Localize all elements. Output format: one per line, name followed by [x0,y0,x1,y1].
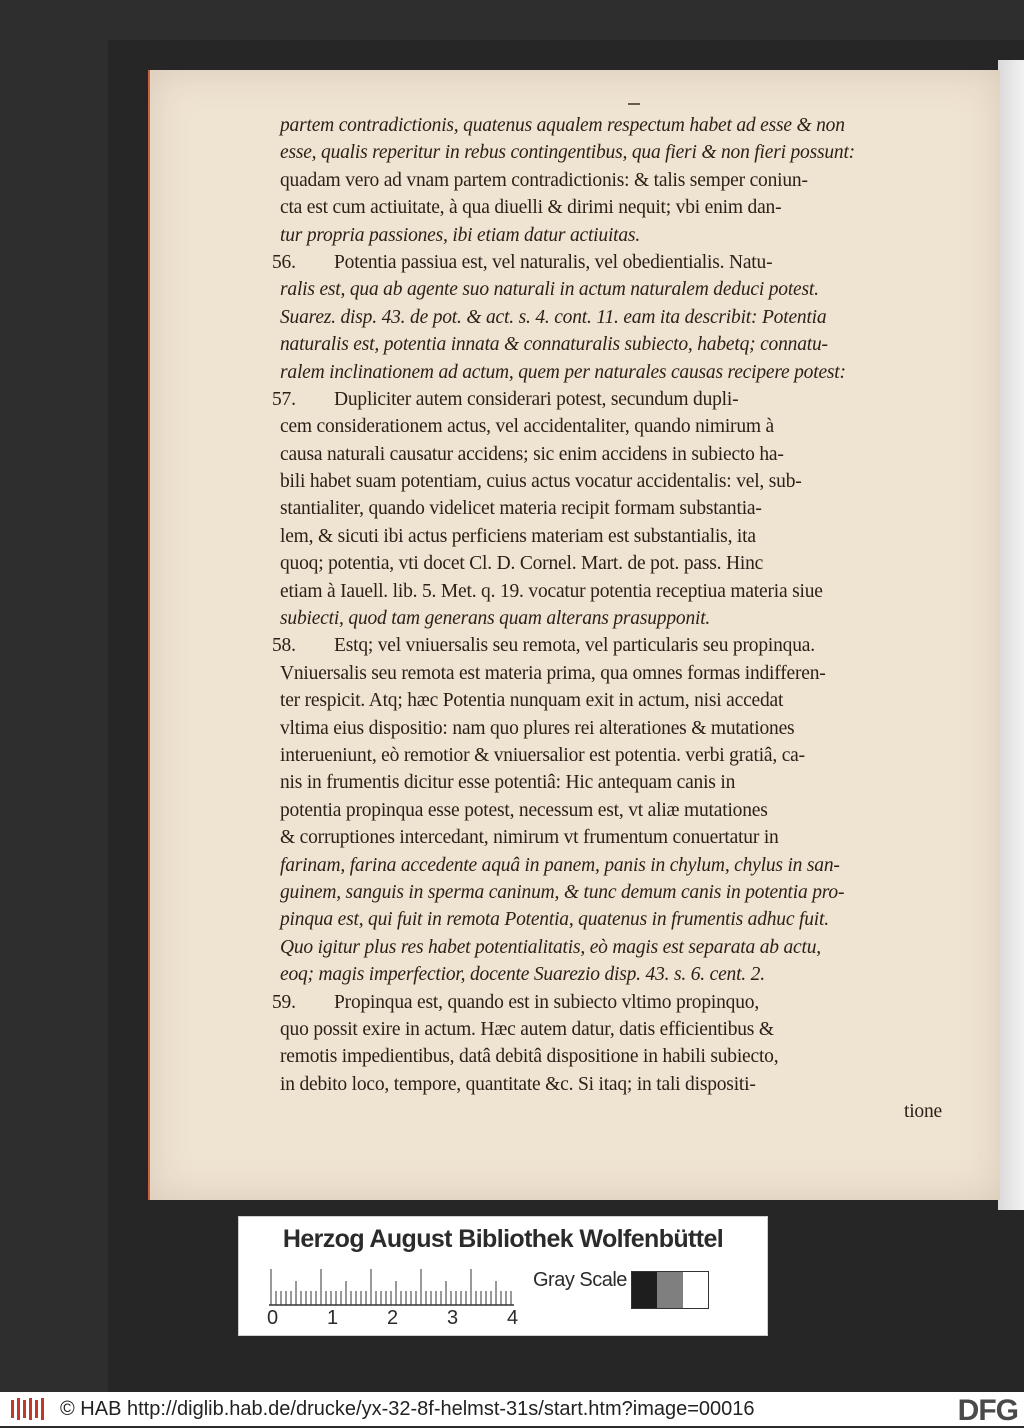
line-text: vltima eius dispositio: nam quo plures rei alterationes & mutationes [280,717,795,739]
text-line [280,1098,942,1125]
text-line [280,468,942,495]
line-text: Estq; vel vniuersalis seu remota, vel particularis seu propinqua. [334,635,815,657]
text-line [280,660,942,687]
text-line [272,249,942,276]
text-line [280,550,942,577]
ruler-number: 1 [327,1307,339,1329]
text-line [280,879,942,906]
text-line [280,687,942,714]
line-text: nis in frumentis dicitur esse potentiâ: Hic antequam canis in [280,772,736,794]
line-text: in debito loco, tempore, quantitate &c. Si itaq; in tali dispositi- [280,1073,756,1095]
text-line [280,331,942,358]
line-text: etiam à Iauell. lib. 5. Met. q. 19. vocatur potentia receptiua materia siue [280,580,823,602]
text-line [280,605,942,632]
line-text: Quo igitur plus res habet potentialitatis, eò magis est separata ab actu, [280,936,821,958]
text-line [280,112,942,139]
text-line [280,194,942,221]
text-line [280,167,942,194]
text-line [280,934,942,961]
line-text: partem contradictionis, quatenus aqualem respectum habet ad esse & non [280,115,845,136]
hab-logo-icon [10,1396,46,1422]
page-mark [628,103,640,105]
text-line [280,769,942,796]
text-line [280,824,942,851]
text-line [280,304,942,331]
text-line [280,222,942,249]
line-text: subiecti, quod tam generans quam alterans prasupponit. [280,608,711,630]
page-text [272,112,942,1125]
text-line [280,413,942,440]
text-line [280,1043,942,1070]
line-text: guinem, sanguis in sperma caninum, & tunc demum canis in potentia pro- [280,881,845,903]
line-text: Suarez. disp. 43. de pot. & act. s. 4. cont. 11. eam ita describit: Potentia [280,306,827,328]
paragraph-number: 58. [272,635,296,657]
ruler-number: 4 [507,1307,519,1329]
ruler-number: 3 [447,1307,459,1329]
text-line [280,359,942,386]
line-text: Vniuersalis seu remota est materia prima, qua omnes formas indifferen- [280,662,826,684]
facing-page-edge [998,60,1024,1210]
line-text: causa naturali causatur accidens; sic enim accidens in subiecto ha- [280,443,784,465]
text-line [280,1016,942,1043]
library-name: Herzog August Bibliothek Wolfenbüttel [282,1225,724,1253]
line-text: lem, & sicuti ibi actus perficiens materiam est substantialis, ita [280,525,756,547]
line-text: & corruptiones intercedant, nimirum vt frumentum conuertatur in [280,827,779,849]
text-line [272,989,942,1016]
text-line [280,1071,942,1098]
line-text: ralem inclinationem ad actum, quem per naturales causas recipere potest: [280,361,846,383]
text-line [280,578,942,605]
paragraph-number: 59. [272,991,296,1013]
scale-ruler [269,1267,519,1307]
line-text: cem considerationem actus, vel accidentaliter, quando nimirum à [280,416,774,438]
text-line [280,797,942,824]
line-text: cta est cum actiuitate, à qua diuelli & dirimi nequit; vbi enim dan- [280,197,782,219]
line-text: tione [904,1101,942,1123]
footer-copyright-link[interactable]: © HAB http://diglib.hab.de/drucke/yx-32-8f-helmst-31s/start.htm?image=00016 [60,1397,755,1420]
library-label-card [238,1216,768,1336]
line-text: Dupliciter autem considerari potest, secundum dupli- [334,388,739,410]
gray-scale-label: Gray Scale [533,1269,627,1291]
line-text: bili habet suam potentiam, cuius actus vocatur accidentalis: vel, sub- [280,471,802,493]
line-text: potentia propinqua esse potest, necessum est, vt aliæ mutationes [280,799,768,821]
line-text: Propinqua est, quando est in subiecto vltimo propinquo, [334,991,759,1013]
text-line [280,139,942,166]
line-text: farinam, farina accedente aquâ in panem, panis in chylum, chylus in san- [280,854,840,876]
text-line [272,632,942,659]
text-line [280,276,942,303]
footer-bar [0,1392,1024,1426]
line-text: tur propria passiones, ibi etiam datur actiuitas. [280,224,640,246]
line-text: ter respicit. Atq; hæc Potentia nunquam exit in actum, nisi accedat [280,690,784,712]
gray-swatch [657,1272,682,1308]
text-line [280,852,942,879]
text-line [280,961,942,988]
gray-swatch [683,1272,708,1308]
text-line [280,715,942,742]
line-text: ralis est, qua ab agente suo naturali in actum naturalem deduci potest. [280,279,819,301]
line-text: quadam vero ad vnam partem contradictionis: & talis semper coniun- [280,169,808,191]
text-line [280,495,942,522]
line-text: naturalis est, potentia innata & connaturalis subiecto, habetq; connatu- [280,334,828,356]
line-text: interueniunt, eò remotior & vniuersalior est potentia. verbi gratiâ, ca- [280,744,805,766]
text-line [280,523,942,550]
line-text: remotis impedientibus, datâ debitâ dispositione in habili subiecto, [280,1046,779,1068]
line-text: esse, qualis reperitur in rebus contingentibus, qua fieri & non fieri possunt: [280,142,855,164]
paragraph-number: 56. [272,251,296,273]
text-line [272,386,942,413]
line-text: eoq; magis imperfectior, docente Suarezio disp. 43. s. 6. cent. 2. [280,964,765,986]
paragraph-number: 57. [272,388,296,410]
text-line [280,742,942,769]
line-text: pinqua est, qui fuit in remota Potentia, quatenus in frumentis adhuc fuit. [280,909,829,931]
line-text: stantialiter, quando videlicet materia recipit formam substantia- [280,498,762,520]
line-text: Potentia passiua est, vel naturalis, vel obedientialis. Natu- [334,251,773,273]
dfg-logo: DFG [957,1394,1018,1427]
text-line [280,906,942,933]
ruler-number: 2 [387,1307,399,1329]
gray-scale-swatches [631,1271,709,1309]
gray-swatch [632,1272,657,1308]
line-text: quo possit exire in actum. Hæc autem datur, datis efficientibus & [280,1018,774,1040]
line-text: quoq; potentia, vti docet Cl. D. Cornel. Mart. de pot. pass. Hinc [280,553,764,575]
text-line [280,441,942,468]
ruler-numbers [269,1307,529,1331]
ruler-number: 0 [267,1307,279,1329]
